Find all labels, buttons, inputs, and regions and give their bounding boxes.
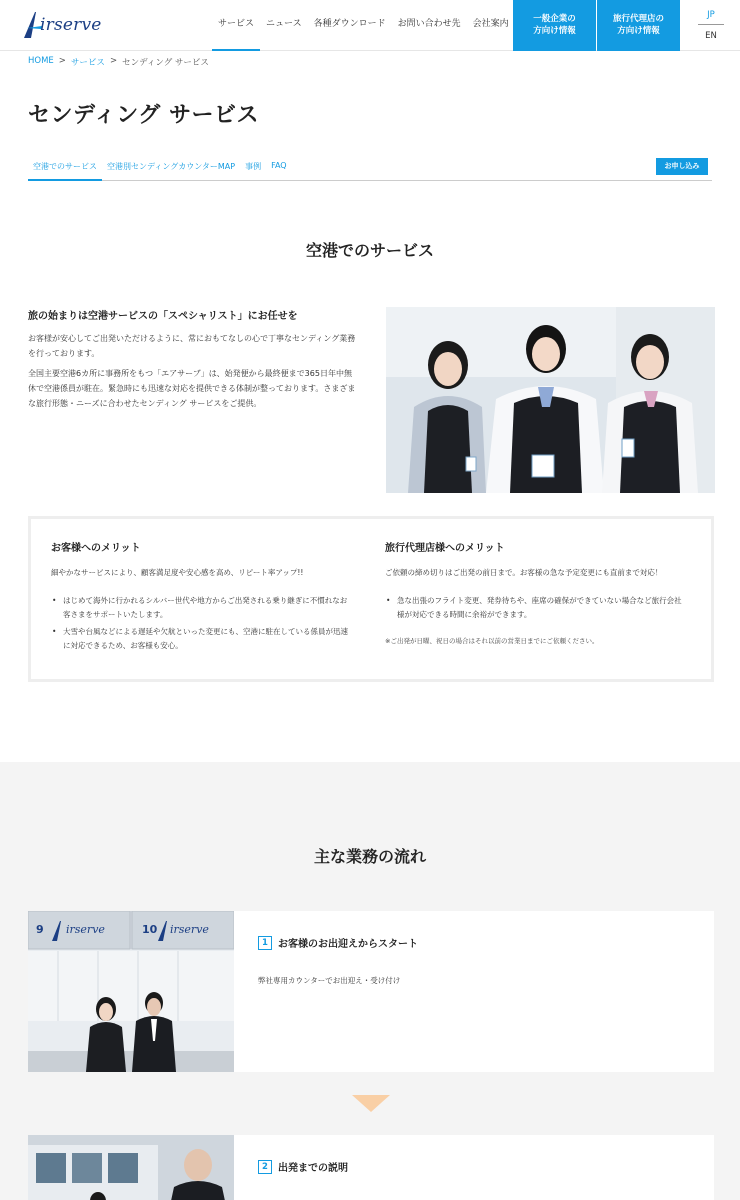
- step-heading: [258, 1159, 348, 1174]
- breadcrumb-home[interactable]: HOME: [28, 56, 54, 66]
- customer-merit-title: お客様へのメリット: [51, 543, 141, 554]
- apply-button[interactable]: お申し込み: [656, 158, 708, 175]
- tab-airport-service[interactable]: 空港でのサービス: [28, 156, 102, 181]
- intro-heading: 旅の始まりは空港サービスの「スペシャリスト」にお任せを: [28, 311, 298, 322]
- counter-logo-text: irserve: [66, 923, 105, 936]
- breadcrumb-sep: >: [109, 56, 118, 66]
- step-number: 1: [258, 936, 272, 950]
- flow-step-card: [28, 1135, 714, 1200]
- flow-step-card: [28, 911, 714, 1072]
- list-item: • はじめて海外に行かれるシルバー世代や地方からご出発される乗り継ぎに不慣れなお客さまをサポートいたします。: [51, 594, 351, 622]
- list-item: • 大雪や台風などによる遅延や欠航といった変更にも、空港に駐在している係員が迅速に対応できるため、お客様も安心。: [51, 625, 351, 653]
- page-title: センディング サービス: [28, 103, 259, 128]
- merit-box: [28, 516, 714, 682]
- tab-counter-map[interactable]: 空港別センディングカウンターMAP: [107, 162, 236, 171]
- agency-merit-title: 旅行代理店様へのメリット: [385, 543, 505, 554]
- nav-service[interactable]: サービス: [212, 0, 260, 51]
- section-title-flow: 主な業務の流れ: [313, 847, 426, 866]
- tab-faq[interactable]: FAQ: [271, 161, 287, 170]
- customer-merit-lead: 細やかなサービスにより、顧客満足度や安心感を高め、リピート率アップ!!: [51, 568, 304, 577]
- intro-paragraph: 全国主要空港6カ所に事務所をもつ「エアサーブ」は、始発便から最終便まで365日年中無休で空港係員が駐在。緊急時にも迅速な対応を提供できる体制が整っております。さまざまな旅行形態・ニーズに合わせたセンディング サービスをご提供。: [28, 369, 356, 408]
- nav-downloads[interactable]: 各種ダウンロード: [313, 19, 386, 29]
- bus-photo: [28, 1135, 234, 1200]
- tab-cases[interactable]: 事例: [245, 162, 262, 171]
- staff-photo: [386, 307, 715, 493]
- intro-paragraph: お客様が安心してご出発いただけるように、常におもてなしの心で丁寧なセンディング業務を行っております。: [28, 334, 356, 358]
- global-nav: [212, 0, 515, 51]
- nav-news[interactable]: ニュース: [266, 19, 302, 29]
- breadcrumb-service[interactable]: サービス: [70, 58, 105, 68]
- flow-arrow-down-icon: [352, 1095, 390, 1112]
- counter-number: 9: [36, 923, 44, 936]
- corporate-info-button[interactable]: 一般企業の 方向け情報: [513, 0, 596, 51]
- nav-company[interactable]: 会社案内: [472, 19, 509, 29]
- section-title-airport: 空港でのサービス: [305, 241, 434, 260]
- lang-en[interactable]: EN: [705, 31, 717, 41]
- nav-contact[interactable]: お問い合わせ先: [397, 19, 461, 29]
- counter-photo: [28, 911, 234, 1072]
- sub-nav: [28, 156, 712, 181]
- agency-merit-lead: ご依頼の締め切りはご出発の前日まで。お客様の急な予定変更にも直前まで対応！: [385, 568, 663, 577]
- agency-merit: [385, 539, 685, 648]
- counter-number: 10: [142, 923, 158, 936]
- logo-text: irserve: [40, 15, 102, 35]
- site-header: [0, 0, 740, 51]
- breadcrumb-current: センディング サービス: [122, 58, 209, 68]
- step-number: 2: [258, 1160, 272, 1174]
- counter-logo-text: irserve: [170, 923, 209, 936]
- agency-note: ※ご出発が日曜、祝日の場合はそれ以前の営業日までにご依頼ください。: [385, 637, 599, 645]
- language-switcher: [698, 0, 724, 51]
- step-title: 出発までの説明: [278, 1163, 348, 1174]
- breadcrumb-sep: >: [58, 56, 66, 66]
- customer-merit: [51, 539, 351, 656]
- step-title: お客様のお出迎えからスタート: [278, 939, 418, 950]
- list-item: • 急な出張のフライト変更、発券待ちや、座席の確保ができていない場合など旅行会社様が対応できる時間に余裕ができます。: [385, 594, 685, 622]
- breadcrumb: [28, 56, 209, 68]
- step-description: 弊社専用カウンターでお出迎え・受け付け: [258, 976, 401, 985]
- agency-info-button[interactable]: 旅行代理店の 方向け情報: [597, 0, 680, 51]
- lang-jp[interactable]: JP: [698, 0, 724, 25]
- step-heading: [258, 935, 418, 950]
- site-logo[interactable]: [22, 10, 102, 40]
